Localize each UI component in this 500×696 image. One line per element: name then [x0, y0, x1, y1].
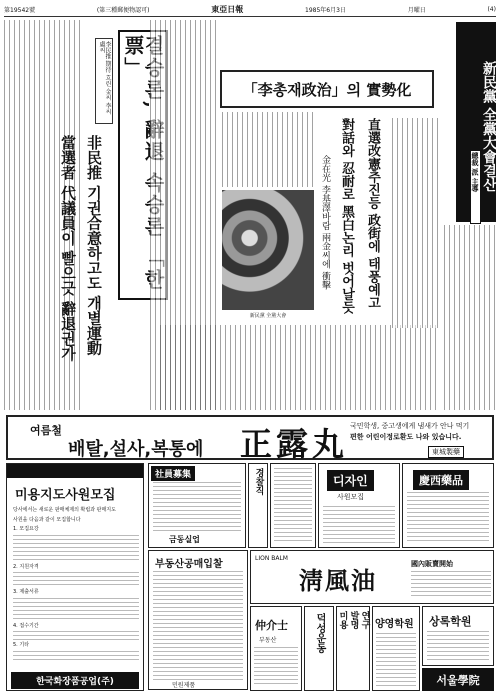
design-sub: 사원모집 [337, 493, 365, 501]
ad-maker: 東城製藥 [428, 446, 464, 458]
subheadline-3: 金在光 李基澤바람 兩金씨에 衝擊 [320, 155, 330, 290]
broker-title: 仲介士 [255, 619, 288, 632]
main-headline: 「李총재政治」의 實勢化 [242, 80, 412, 99]
design-recruit-ad [318, 463, 400, 548]
broker-sub: 부동산 [259, 637, 277, 644]
yangyeong-ad [372, 606, 420, 691]
paper-name: 東亞日報 [211, 4, 244, 14]
right-banner-sub: 總裁 派 主導 [470, 150, 481, 224]
recruit-line: 2. 지원자격 [13, 563, 39, 570]
design-title: 디자인 [327, 470, 374, 491]
recruit-line: 5. 기타 [13, 642, 30, 648]
news-photo [222, 190, 314, 310]
recruit-line: 당사에서는 새로운 판매체제의 확립과 판매지도 [13, 507, 116, 513]
main-headline-box [220, 70, 434, 108]
subheadline-1: 直選改憲추진등 政街에 태풍예고 [365, 118, 380, 310]
ad-desc-1: 국민학생, 중고생에게 냄새가 안나 먹기 [350, 422, 470, 430]
page-number: (4) [487, 5, 496, 13]
ad-desc-2: 편한 어린이정로환도 나와 있습니다. [350, 433, 462, 441]
left-vertical-headline: 票」 [118, 30, 168, 300]
balm-title: 淸風油 [299, 566, 377, 595]
recruit-line: 1. 모집요강 [13, 526, 39, 532]
small-ad-a [270, 463, 316, 548]
balm-sub: 國內販賣開始 [411, 560, 453, 568]
seoul-ad [422, 668, 494, 691]
recruit-line: 4. 접수기간 [13, 622, 39, 629]
recruit-body [13, 506, 139, 661]
article-body-top [222, 112, 314, 187]
broker-ad [250, 606, 302, 691]
right-body-text [444, 225, 496, 410]
realestate-title: 부동산공매입찰 [155, 559, 223, 570]
subheadline-2: 對話와 忍耐로 黑白논리 벗어날듯 [339, 118, 354, 314]
guard-recruit-ad [248, 463, 268, 548]
beauty-ad [336, 606, 370, 691]
article-body-right [392, 118, 438, 328]
guard-title: 경찰직 [253, 468, 264, 495]
recruit-line: 사원을 다음과 같이 모집합니다 [13, 516, 81, 523]
weekday: 月曜日 [407, 6, 426, 14]
staff-recruit-ad [148, 463, 246, 548]
sangrok-ad [422, 606, 494, 666]
beauty-word-3: 연구 [359, 611, 370, 629]
pharma-ad [402, 463, 494, 548]
recruit-line: 3. 제출서류 [13, 589, 39, 595]
balm-en: LION BALM [255, 555, 288, 562]
beauty-word-1: 미용 [337, 611, 348, 629]
sports-ad [304, 606, 334, 691]
sports-title: 덕성운동 [314, 613, 325, 653]
left-small-subhead: 李民推 期待 흐린 金씨 李씨 盧씨 [95, 38, 113, 124]
staff-title: 社員募集 [151, 466, 195, 481]
realestate-ad [148, 550, 248, 690]
postal-note: (第三種郵便物認可) [96, 6, 150, 14]
yangyeong-title: 양영학원 [375, 619, 414, 630]
left-main-headline-2: 當選者 代議員이 빨으긋 辭退권가 [59, 135, 77, 361]
sangrok-title: 상록학원 [429, 615, 472, 628]
photo-caption: 新民黨 全黨大會 [249, 313, 287, 319]
lionbalm-ad [250, 550, 494, 604]
beauty-word-2: 발명 [348, 611, 359, 629]
recruit-ad [6, 463, 144, 691]
recruit-ad-header-bar [7, 464, 143, 478]
ad-season: 여름철 [30, 424, 62, 437]
seoul-title: 서울學院 [436, 673, 480, 687]
staff-body [153, 482, 241, 532]
recruit-title: 미용지도사원모집 [15, 488, 116, 503]
misc-name-1: 금동실업 [169, 535, 200, 544]
left-main-headline-1: 非民推 기권合意하고도 개별運動 [85, 135, 103, 356]
jeongrohwan-ad [6, 415, 494, 463]
issue-number: 第19542號 [4, 6, 36, 14]
ad-symptoms: 배탈,설사,복통에 [68, 439, 204, 460]
pharma-title: 慶西藥品 [413, 470, 469, 490]
masthead [4, 2, 496, 17]
article-body-bottom [160, 325, 440, 410]
issue-date: 1985年6月3日 [305, 6, 346, 14]
recruit-company: 한국화장품공업(주) [11, 672, 139, 689]
right-banner-title: 新民黨 全黨大會결산 [481, 60, 497, 192]
ad-product: 正露丸 [240, 425, 349, 463]
misc-name-2: 민원제품 [172, 682, 196, 689]
